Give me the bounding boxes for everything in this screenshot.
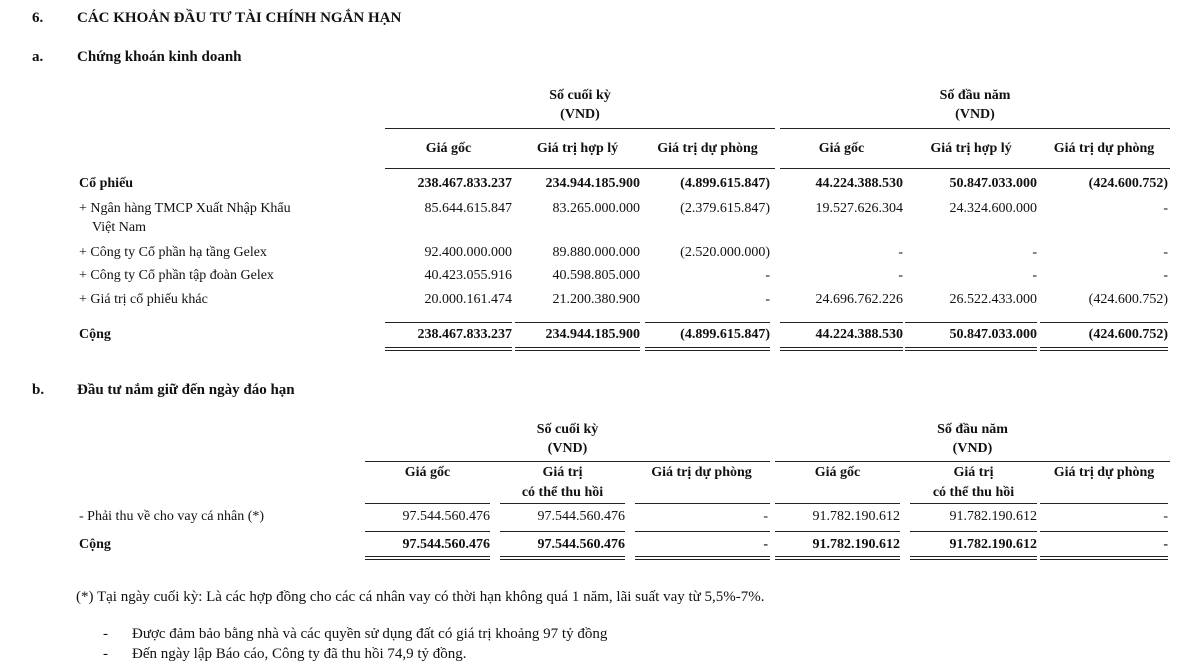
a-total-bottom-rule-2 bbox=[645, 347, 770, 351]
a-total-top-rule-1 bbox=[515, 322, 640, 323]
a-cell: - bbox=[1163, 245, 1168, 260]
a-cell: - bbox=[765, 268, 770, 283]
a-total-top-rule-0 bbox=[385, 322, 512, 323]
a-cell: 238.467.833.237 bbox=[417, 176, 512, 191]
a-cell: 40.423.055.916 bbox=[424, 268, 512, 283]
a-group2-title: Số đầu năm bbox=[939, 88, 1011, 103]
a-cell: 234.944.185.900 bbox=[545, 176, 640, 191]
b-group2-title: Số đầu năm bbox=[937, 422, 1008, 437]
a-group2-unit: (VND) bbox=[955, 107, 995, 122]
a-cell: 44.224.388.530 bbox=[815, 176, 903, 191]
b-total-top-rule-4 bbox=[910, 531, 1037, 532]
footnote: (*) Tại ngày cuối kỳ: Là các hợp đồng cho các cá nhân vay có thời hạn không quá 1 năm, lãi suất vay từ 5,5%-7%. bbox=[76, 589, 765, 605]
b-total-top-rule-0 bbox=[365, 531, 490, 532]
b-cell: - bbox=[763, 509, 768, 524]
a-row-label: + Giá trị cổ phiếu khác bbox=[79, 292, 208, 307]
b-total-bottom-rule-4 bbox=[910, 556, 1037, 560]
b-group1-rule bbox=[365, 461, 770, 462]
a-header-2: Giá trị dự phòng bbox=[657, 141, 758, 156]
a-total-top-rule-5 bbox=[1040, 322, 1168, 323]
a-cell: (424.600.752) bbox=[1088, 292, 1168, 307]
a-cell: 40.598.805.000 bbox=[552, 268, 640, 283]
b-group1-unit: (VND) bbox=[547, 441, 588, 456]
a-total-bottom-rule-5 bbox=[1040, 347, 1168, 351]
b-total-cell: 97.544.560.476 bbox=[537, 537, 625, 552]
a-header-3: Giá gốc bbox=[818, 141, 865, 156]
a-row-label: + Công ty Cổ phần tập đoàn Gelex bbox=[79, 268, 274, 283]
a-total-cell: 238.467.833.237 bbox=[417, 327, 512, 342]
b-total-top-rule-3 bbox=[775, 531, 900, 532]
b-total-bottom-rule-1 bbox=[500, 556, 625, 560]
a-cell: 24.696.762.226 bbox=[815, 292, 903, 307]
b-group2-unit: (VND) bbox=[952, 441, 993, 456]
a-total-top-rule-2 bbox=[645, 322, 770, 323]
b-header-4: Giá trị bbox=[953, 465, 994, 480]
b-total-cell: - bbox=[763, 537, 768, 552]
b-total-cell: 97.544.560.476 bbox=[402, 537, 490, 552]
a-total-cell: 50.847.033.000 bbox=[949, 327, 1037, 342]
b-header-5: Giá trị dự phòng bbox=[1053, 465, 1155, 480]
a-cell: - bbox=[898, 268, 903, 283]
a-total-cell: (424.600.752) bbox=[1088, 327, 1168, 342]
a-total-cell: (4.899.615.847) bbox=[680, 327, 770, 342]
b-cell: 97.544.560.476 bbox=[402, 509, 490, 524]
b-total-cell: 91.782.190.612 bbox=[949, 537, 1037, 552]
a-cell: - bbox=[1032, 245, 1037, 260]
a-total-bottom-rule-3 bbox=[780, 347, 903, 351]
a-header-rule-2 bbox=[780, 168, 1170, 169]
a-row-label: Cổ phiếu bbox=[79, 176, 134, 191]
a-cell: 21.200.380.900 bbox=[552, 292, 640, 307]
b-header-rule-2 bbox=[635, 503, 770, 504]
a-row-label-cont: Việt Nam bbox=[92, 220, 146, 235]
b-total-cell: 91.782.190.612 bbox=[812, 537, 900, 552]
b-header-rule-0 bbox=[365, 503, 490, 504]
a-total-label: Cộng bbox=[79, 327, 111, 342]
b-total-bottom-rule-5 bbox=[1040, 556, 1168, 560]
part-a-title: Chứng khoán kinh doanh bbox=[77, 49, 242, 65]
a-group1-title: Số cuối kỳ bbox=[549, 88, 611, 103]
b-total-cell: - bbox=[1163, 537, 1168, 552]
b-cell: 91.782.190.612 bbox=[812, 509, 900, 524]
b-total-bottom-rule-2 bbox=[635, 556, 770, 560]
a-cell: 50.847.033.000 bbox=[949, 176, 1037, 191]
a-cell: - bbox=[1163, 268, 1168, 283]
bullet-text: Được đảm bảo bằng nhà và các quyền sử dụng đất có giá trị khoảng 97 tỷ đồng bbox=[132, 626, 608, 642]
a-total-bottom-rule-1 bbox=[515, 347, 640, 351]
b-total-top-rule-2 bbox=[635, 531, 770, 532]
b-total-bottom-rule-0 bbox=[365, 556, 490, 560]
b-total-label: Cộng bbox=[79, 537, 111, 552]
section-title: CÁC KHOẢN ĐẦU TƯ TÀI CHÍNH NGẮN HẠN bbox=[77, 10, 402, 26]
b-header-rule-1 bbox=[500, 503, 625, 504]
a-cell: 20.000.161.474 bbox=[424, 292, 512, 307]
part-a-letter: a. bbox=[32, 49, 44, 65]
bullet-dash: - bbox=[103, 646, 108, 662]
a-group1-rule bbox=[385, 128, 775, 129]
part-b-title: Đầu tư nắm giữ đến ngày đáo hạn bbox=[77, 382, 295, 398]
b-header-4-line2: có thể thu hồi bbox=[932, 485, 1015, 500]
a-cell: 89.880.000.000 bbox=[552, 245, 640, 260]
a-header-0: Giá gốc bbox=[425, 141, 472, 156]
a-total-cell: 44.224.388.530 bbox=[815, 327, 903, 342]
a-group1-unit: (VND) bbox=[560, 107, 600, 122]
a-total-top-rule-3 bbox=[780, 322, 903, 323]
a-total-top-rule-4 bbox=[905, 322, 1037, 323]
a-header-4: Giá trị hợp lý bbox=[930, 141, 1012, 156]
b-header-3: Giá gốc bbox=[814, 465, 861, 480]
a-cell: - bbox=[898, 245, 903, 260]
part-b-letter: b. bbox=[32, 382, 45, 398]
b-header-1: Giá trị bbox=[542, 465, 583, 480]
a-row-label: + Ngân hàng TMCP Xuất Nhập Khẩu bbox=[79, 201, 291, 216]
a-cell: - bbox=[1032, 268, 1037, 283]
a-cell: (2.379.615.847) bbox=[680, 201, 770, 216]
b-cell: 91.782.190.612 bbox=[949, 509, 1037, 524]
a-row-label: + Công ty Cổ phần hạ tầng Gelex bbox=[79, 245, 267, 260]
a-total-bottom-rule-4 bbox=[905, 347, 1037, 351]
a-cell: 83.265.000.000 bbox=[552, 201, 640, 216]
a-cell: - bbox=[765, 292, 770, 307]
b-group2-rule bbox=[775, 461, 1170, 462]
a-cell: 92.400.000.000 bbox=[424, 245, 512, 260]
a-total-bottom-rule-0 bbox=[385, 347, 512, 351]
b-cell: 97.544.560.476 bbox=[537, 509, 625, 524]
a-cell: 19.527.626.304 bbox=[815, 201, 903, 216]
a-header-1: Giá trị hợp lý bbox=[536, 141, 619, 156]
b-row-label: - Phải thu về cho vay cá nhân (*) bbox=[79, 509, 265, 524]
a-header-5: Giá trị dự phòng bbox=[1053, 141, 1155, 156]
b-total-top-rule-5 bbox=[1040, 531, 1168, 532]
b-cell: - bbox=[1163, 509, 1168, 524]
a-cell: 26.522.433.000 bbox=[949, 292, 1037, 307]
b-group1-title: Số cuối kỳ bbox=[536, 422, 599, 437]
bullet-dash: - bbox=[103, 626, 108, 642]
a-cell: (4.899.615.847) bbox=[680, 176, 770, 191]
bullet-text: Đến ngày lập Báo cáo, Công ty đã thu hồi 74,9 tỷ đồng. bbox=[132, 646, 467, 662]
a-cell: (424.600.752) bbox=[1088, 176, 1168, 191]
a-header-rule-1 bbox=[385, 168, 775, 169]
b-header-rule-4 bbox=[910, 503, 1037, 504]
b-header-1-line2: có thể thu hồi bbox=[521, 485, 604, 500]
section-number: 6. bbox=[32, 10, 44, 26]
b-header-rule-5 bbox=[1040, 503, 1168, 504]
a-cell: (2.520.000.000) bbox=[680, 245, 770, 260]
b-header-0: Giá gốc bbox=[404, 465, 451, 480]
b-total-bottom-rule-3 bbox=[775, 556, 900, 560]
a-cell: - bbox=[1163, 201, 1168, 216]
b-header-rule-3 bbox=[775, 503, 900, 504]
a-cell: 24.324.600.000 bbox=[949, 201, 1037, 216]
a-group2-rule bbox=[780, 128, 1170, 129]
b-header-2: Giá trị dự phòng bbox=[651, 465, 752, 480]
a-total-cell: 234.944.185.900 bbox=[545, 327, 640, 342]
b-total-top-rule-1 bbox=[500, 531, 625, 532]
a-cell: 85.644.615.847 bbox=[424, 201, 512, 216]
